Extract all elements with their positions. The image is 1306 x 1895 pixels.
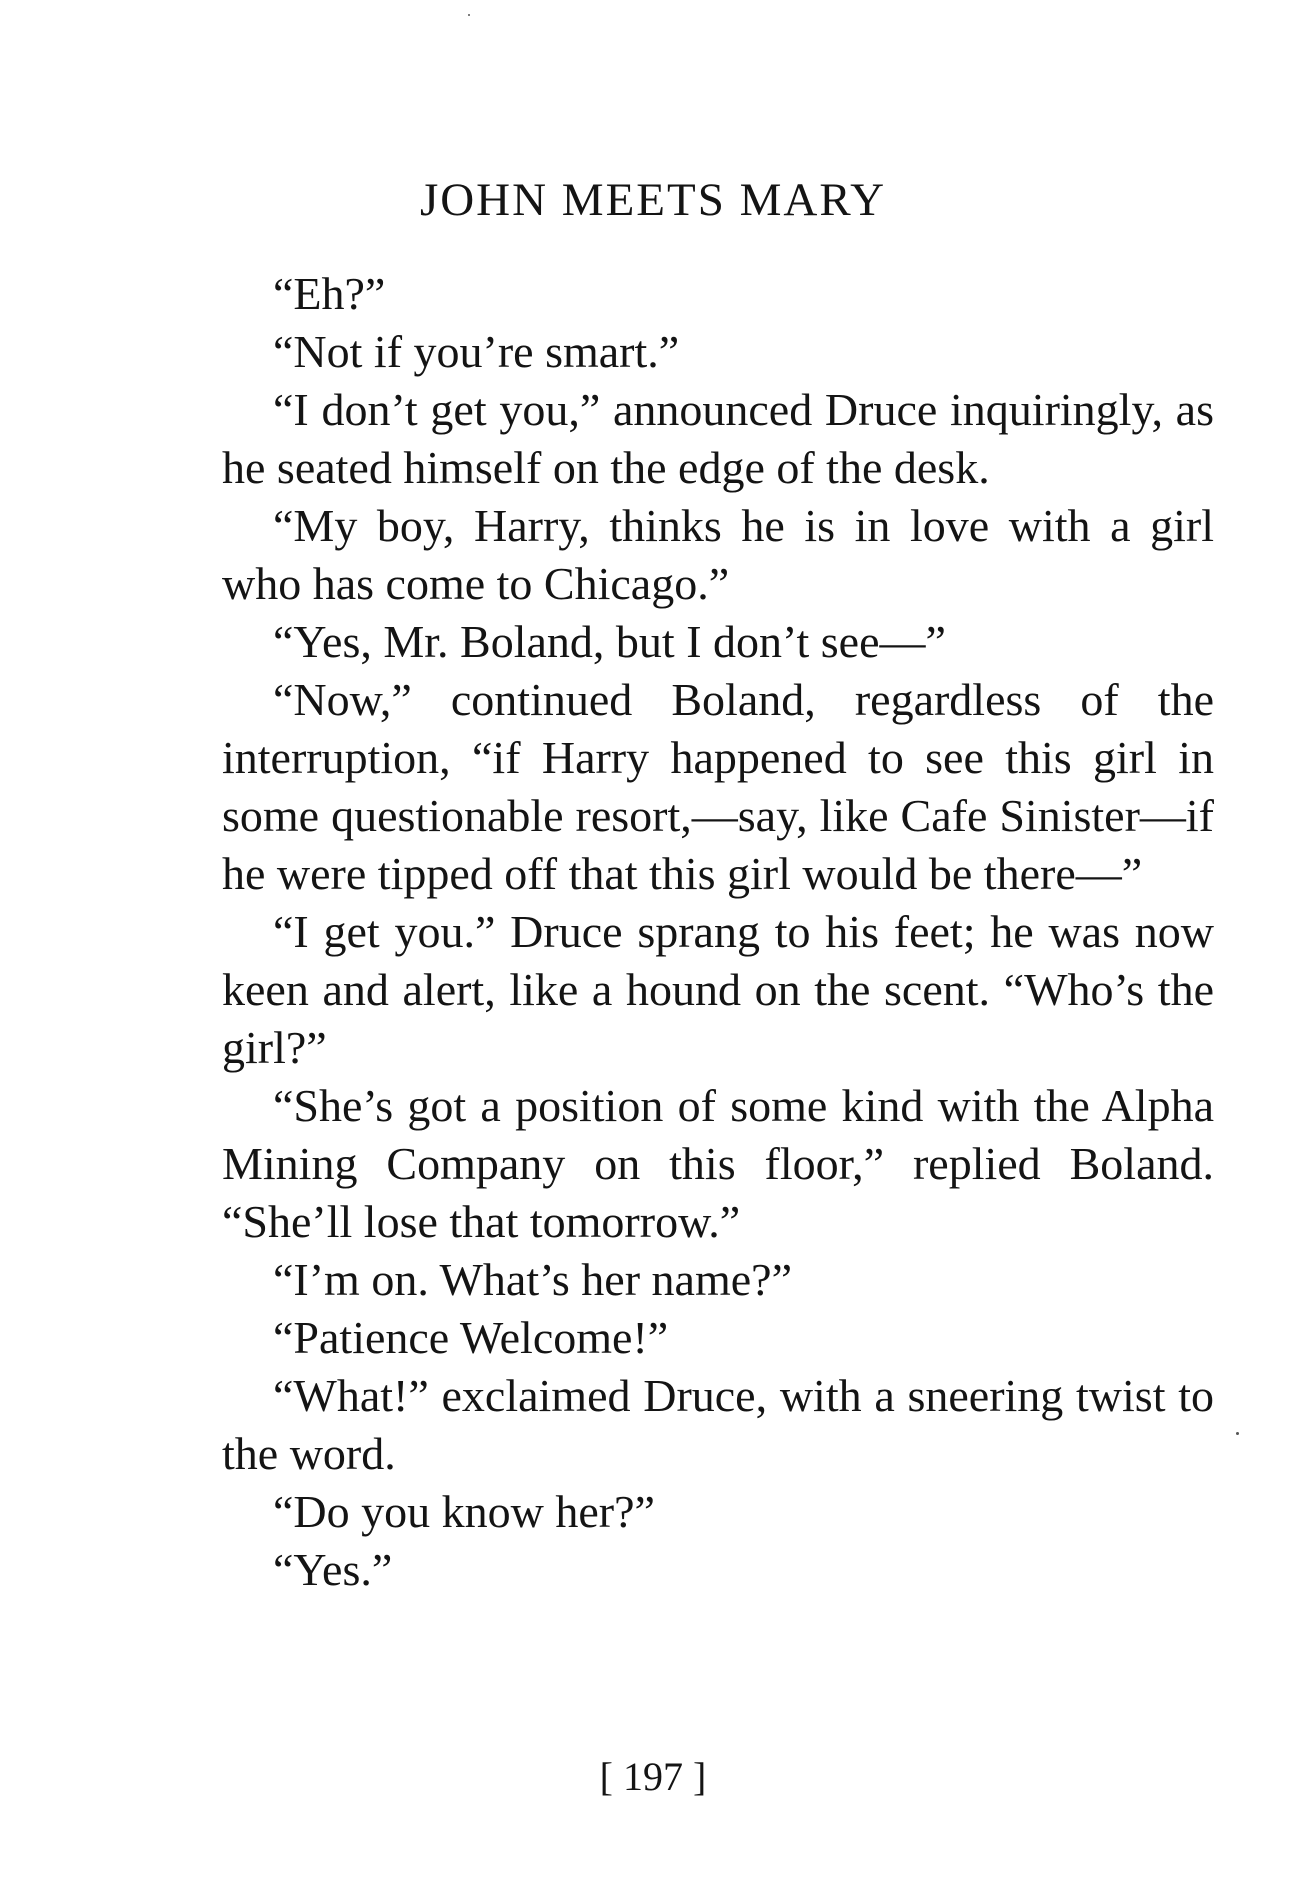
paragraph: “Now,” continued Boland, regardless of the interruption, “if Harry happened to see this girl in some questionable resort,—say, like Cafe Sinister—if he were tipped off that this girl would be there—” bbox=[222, 674, 1214, 899]
paragraph: “Do you know her?” bbox=[273, 1486, 655, 1537]
paragraph: “Not if you’re smart.” bbox=[273, 326, 680, 377]
paragraph: “Patience Welcome!” bbox=[273, 1312, 669, 1363]
print-speck bbox=[1236, 1432, 1239, 1435]
paragraph: “What!” exclaimed Druce, with a sneering twist to the word. bbox=[222, 1370, 1214, 1479]
paragraph: “I’m on. What’s her name?” bbox=[273, 1254, 792, 1305]
page-number: [ 197 ] bbox=[599, 1754, 707, 1799]
body-text bbox=[222, 265, 1214, 1599]
paragraph: “Eh?” bbox=[273, 268, 386, 319]
paragraph: “My boy, Harry, thinks he is in love with a girl who has come to Chicago.” bbox=[222, 500, 1214, 609]
print-speck bbox=[468, 14, 470, 16]
paragraph: “I don’t get you,” announced Druce inquiringly, as he seated himself on the edge of the desk. bbox=[222, 384, 1214, 493]
paragraph: “She’s got a position of some kind with the Alpha Mining Company on this floor,” replied Boland. “She’ll lose that tomorrow.” bbox=[222, 1080, 1214, 1247]
paragraph: “I get you.” Druce sprang to his feet; he was now keen and alert, like a hound on the scent. “Who’s the girl?” bbox=[222, 906, 1214, 1073]
paragraph: “Yes, Mr. Boland, but I don’t see—” bbox=[273, 616, 946, 667]
running-head: JOHN MEETS MARY bbox=[419, 174, 887, 226]
paragraph: “Yes.” bbox=[273, 1544, 393, 1595]
